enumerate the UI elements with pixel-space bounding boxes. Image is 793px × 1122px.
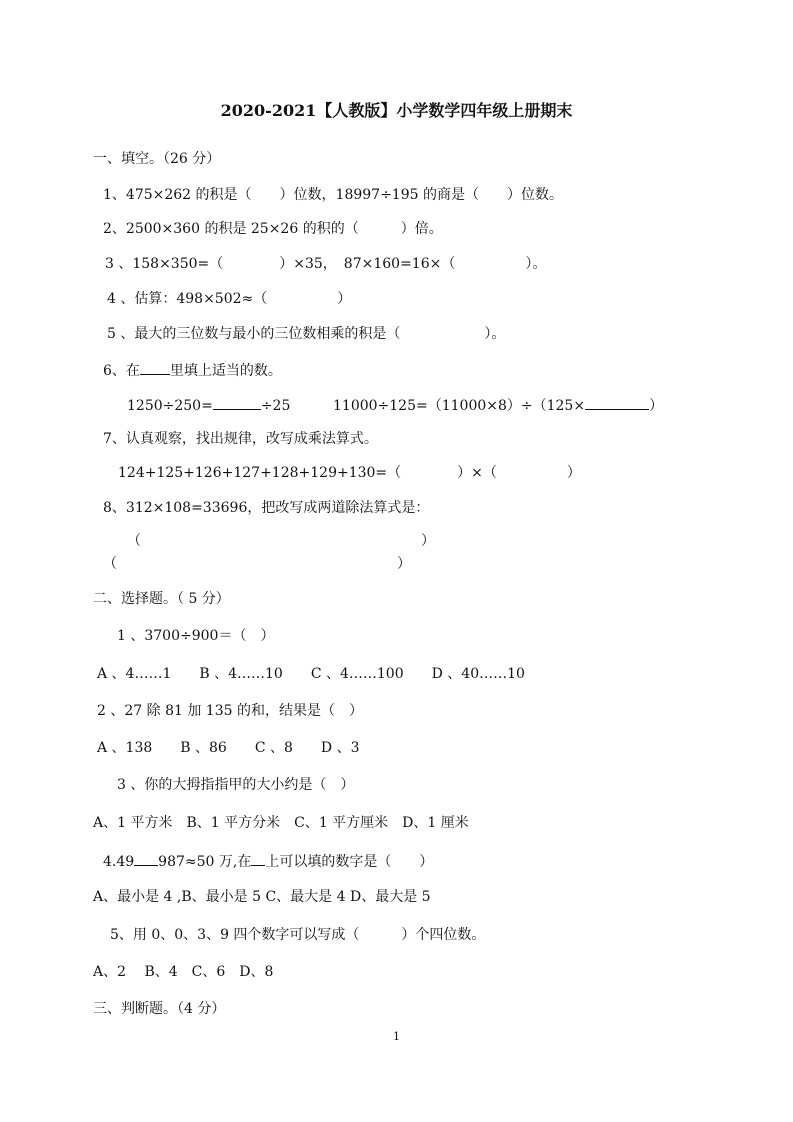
document-title: 2020-2021【人教版】小学数学四年级上册期末 (220, 101, 573, 120)
q7-expression: 124+125+126+127+128+129+130=（ ）×（ ） (118, 465, 581, 481)
q8-answer-open-1: （ (127, 533, 141, 549)
q8-answer-close-1: ） (421, 533, 435, 549)
section2-heading: 二、选择题。（ 5 分） (93, 591, 230, 607)
q4-part-b: 987≈50 万,在 (158, 854, 252, 870)
fill-question-4: 4 、估算：498×502≈（ ） (107, 291, 352, 307)
q6-expression-b (333, 395, 663, 415)
choice-options-3: A、1 平方米 B、1 平方分米 C、1 平方厘米 D、1 厘米 (93, 815, 469, 831)
blank-line (585, 395, 649, 410)
q6-b-right: ） (649, 398, 664, 414)
choice-options-2: A 、138 B 、86 C 、8 D 、3 (97, 740, 360, 756)
choice-options-4: A、最小是 4 ,B、最小是 5 C、最大是 4 D、最大是 5 (93, 889, 431, 905)
choice-question-5: 5、用 0、0、3、9 四个数字可以写成（ ）个四位数。 (110, 927, 486, 943)
section3-heading: 三、判断题。（4 分） (93, 1001, 226, 1017)
page-number: 1 (393, 1030, 400, 1043)
fill-question-3: 3 、158×350=（ ）×35， 87×160=16×（ ）。 (105, 256, 547, 272)
choice-question-3: 3 、你的大拇指指甲的大小约是（ ） (117, 777, 355, 793)
q6-b-left: 11000÷125=（11000×8）÷（125× (333, 398, 586, 414)
q6-prefix: 6、在 (103, 363, 140, 379)
fill-question-1: 1、475×262 的积是（ ）位数，18997÷195 的商是（ ）位数。 (103, 187, 563, 203)
blank-line (134, 851, 158, 866)
choice-options-1: A 、4……1 B 、4……10 C 、4……100 D 、40……10 (97, 666, 525, 682)
blank-line (251, 851, 265, 866)
blank-line (140, 360, 170, 375)
q8-answer-open-2: （ (103, 556, 117, 572)
fill-question-5: 5 、最大的三位数与最小的三位数相乘的积是（ ）。 (107, 326, 506, 342)
q6-expression-a (127, 395, 290, 415)
fill-question-2: 2、2500×360 的积是 25×26 的积的（ ）倍。 (103, 221, 443, 237)
fill-question-6 (103, 360, 282, 380)
choice-question-1: 1 、3700÷900＝（ ） (117, 628, 275, 644)
q4-part-a: 4.49 (103, 854, 135, 870)
fill-question-7: 7、认真观察，找出规律，改写成乘法算式。 (103, 431, 378, 447)
blank-line (213, 395, 261, 410)
fill-question-8: 8、312×108=33696，把改写成两道除法算式是： (103, 500, 430, 516)
q6-a-left: 1250÷250= (127, 398, 213, 414)
choice-options-5: A、2 B、4 C、6 D、8 (93, 964, 274, 980)
q8-answer-close-2: ） (397, 556, 411, 572)
choice-question-2: 2 、27 除 81 加 135 的和，结果是（ ） (97, 703, 363, 719)
q6-suffix: 里填上适当的数。 (169, 363, 282, 379)
section1-heading: 一、填空。（26 分） (93, 151, 221, 167)
q4-part-c: 上可以填的数字是（ ） (265, 854, 434, 870)
q6-a-right: ÷25 (260, 398, 291, 414)
choice-question-4 (103, 851, 433, 871)
